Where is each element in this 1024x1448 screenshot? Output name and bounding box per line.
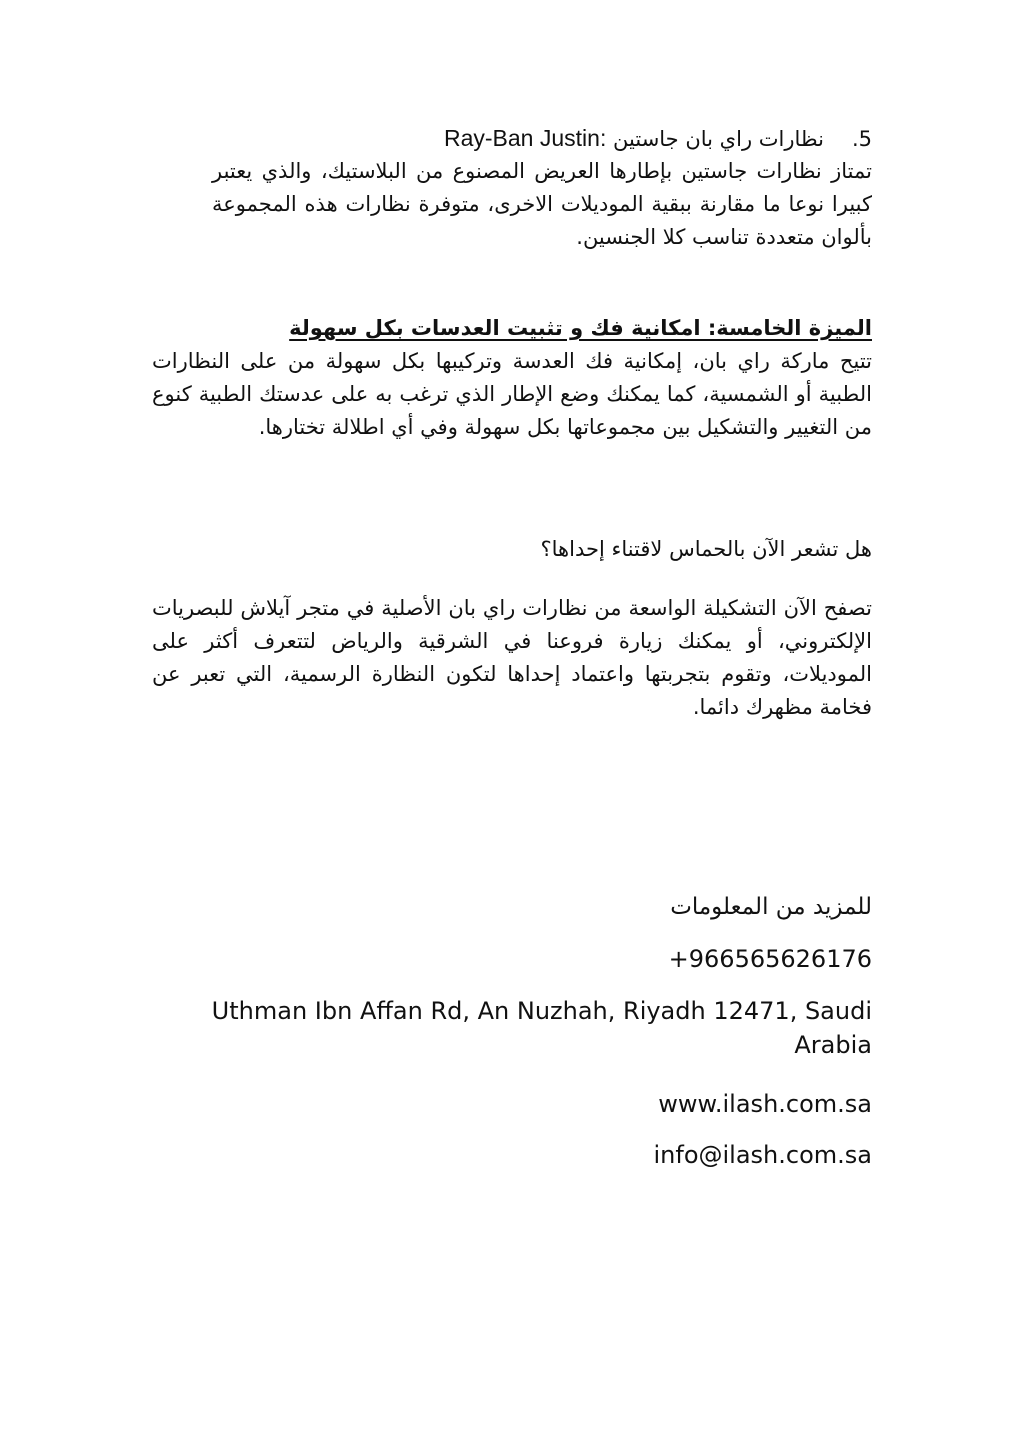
browse-paragraph: تصفح الآن التشكيلة الواسعة من نظارات راي بان الأصلية في متجر آيلاش للبصريات الإلكتروني، أو يمكنك زيارة فروعنا في الشرقية والرياض لتتعرف أكثر على الموديلات، وتقوم بتجربتها واعتماد إحداها لتكون النظارة الرسمية، التي تعبر عن فخامة مظهرك دائما. — [152, 596, 872, 719]
phone-number: +966565626176 — [668, 945, 872, 973]
email-link[interactable]: info@ilash.com.sa — [653, 1141, 872, 1169]
address-text: Uthman Ibn Affan Rd, An Nuzhah, Riyadh 12471, Saudi Arabia — [211, 997, 872, 1059]
feature-heading: الميزة الخامسة: امكانية فك و تثبيت العدسات بكل سهولة — [289, 316, 872, 340]
item-title-english: Ray-Ban Justin: — [443, 125, 607, 151]
feature-body-paragraph: تتيح ماركة راي بان، إمكانية فك العدسة وتركيبها بكل سهولة من على النظارات الطبية أو الشمسية، كما يمكنك وضع الإطار الذي ترغب به على عدستك الطبية كنوع من التغيير والتشكيل بين مجموعاتها بكل سهولة وفي أي اطلالة تختارها. — [152, 349, 872, 439]
website-link[interactable]: www.ilash.com.sa — [658, 1090, 872, 1118]
item-body-paragraph: تمتاز نظارات جاستين بإطارها العريض المصنوع من البلاستيك، والذي يعتبر كبيرا نوعا ما مقارنة ببقية الموديلات الاخرى، متوفرة نظارات هذه المجموعة بألوان متعددة تناسب كلا الجنسين. — [212, 159, 872, 249]
item-number: 5. — [851, 127, 872, 151]
item-heading — [152, 122, 872, 156]
question-paragraph: هل تشعر الآن بالحماس لاقتناء إحداها؟ — [540, 537, 872, 561]
item-title-arabic: نظارات راي بان جاستين — [613, 127, 824, 151]
more-info-label: للمزيد من المعلومات — [670, 894, 872, 920]
